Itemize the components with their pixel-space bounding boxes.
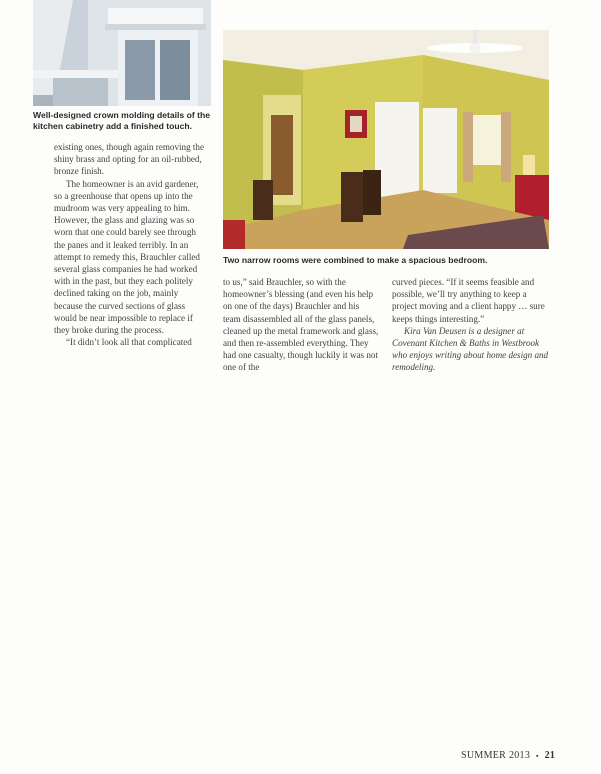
kitchen-caption: Well-designed crown molding details of the kitchen cabinetry add a finished touch. (33, 110, 210, 131)
col2-paragraph-1: to us,” said Brauchler, so with the homeowner’s blessing (and even his help on one of the days) Brauchler and his team disassembled all of the glass panels, cleaned up the metal framework and glass, and then re-assembled everything. They had one casualty, though luckily it was not one of the (223, 277, 379, 373)
author-bio: Kira Van Deusen is a designer at Covenant Kitchen & Baths in Westbrook who enjoys writing about home design and remodeling. (392, 325, 549, 373)
kitchen-photo-art (33, 0, 211, 106)
body-column-3 (392, 276, 549, 374)
body-column-2 (223, 276, 379, 374)
col3-paragraph-1: curved pieces. “If it seems feasible and possible, we’ll try anything to keep a project moving and a client happy … sure keeps things interesting.” (392, 277, 545, 324)
footer-separator: ▪ (535, 752, 539, 760)
bedroom-photo (223, 30, 549, 249)
page-number: 21 (544, 750, 556, 761)
bedroom-photo-art (223, 30, 549, 249)
col1-paragraph-1: existing ones, though again removing the shiny brass and opting for an oil-rubbed, bronze finish. (54, 142, 205, 177)
col1-paragraph-2: The homeowner is an avid gardener, so a greenhouse that opens up into the mudroom was very appealing to him. However, the glass and glazing was so worn that one could barely see through the panes and it leaked terribly. In an attempt to remedy this, Brauchler called several glass companies he had worked with in the past, but they each politely declined taking on the job, mainly because the curved sections of glass would be near impossible to replace if they broke during the process. (54, 178, 200, 336)
bedroom-caption: Two narrow rooms were combined to make a spacious bedroom. (223, 255, 488, 265)
body-column-1 (54, 141, 207, 348)
col1-paragraph-3: “It didn’t look all that complicated (66, 337, 192, 348)
issue-label: SUMMER 2013 (461, 750, 531, 761)
page-footer (461, 750, 555, 761)
kitchen-photo (33, 0, 211, 106)
